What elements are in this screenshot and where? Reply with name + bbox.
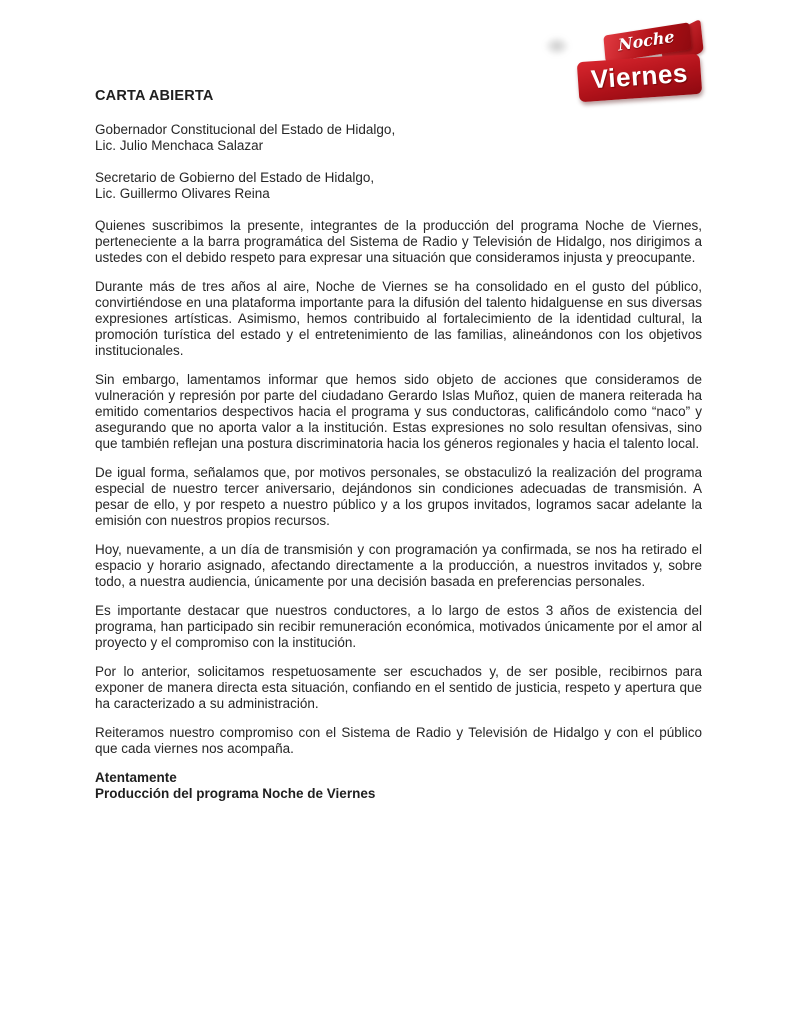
logo-viernes-text: Viernes — [589, 57, 689, 95]
letter-paragraph-complaint: Sin embargo, lamentamos informar que hemos sido objeto de acciones que consideramos de vulneración y represión por parte del ciudadano Gerardo Islas Muñoz, quien de manera reiterada ha emitido comentarios despectivos hacia el programa y sus conductoras, calificándolo como “naco” y asegurando que no aporta valor a la institución. Estas expresiones no solo resultan ofensivas, sino que también reflejan una postura discriminatoria hacia los géneros regionales y hacia el talento local. — [95, 372, 702, 451]
letter-title: CARTA ABIERTA — [95, 88, 214, 104]
letter-body — [95, 88, 702, 802]
letter-paragraph-commitment: Reiteramos nuestro compromiso con el Sistema de Radio y Televisión de Hidalgo y con el público que cada viernes nos acompaña. — [95, 725, 702, 756]
logo-noche-text: Noche — [617, 26, 676, 55]
closing-salutation: Atentamente — [95, 770, 177, 785]
letter-paragraph-anniversary: De igual forma, señalamos que, por motivos personales, se obstaculizó la realización del programa especial de nuestro tercer aniversario, dejándonos sin condiciones adecuadas de transmisión. A pesar de ello, y por respeto a nuestro público y a los grupos invitados, logramos sacar adelante la emisión con nuestros propios recursos. — [95, 465, 702, 528]
recipient-name: Lic. Julio Menchaca Salazar — [95, 138, 264, 153]
recipient-role: Gobernador Constitucional del Estado de Hidalgo, — [95, 122, 396, 137]
letter-paragraph-unpaid-hosts: Es importante destacar que nuestros conductores, a lo largo de estos 3 años de existencia del programa, han participado sin recibir remuneración económica, motivados únicamente por el amor al proyecto y el compromiso con la institución. — [95, 603, 702, 650]
letter-paragraph-intro: Quienes suscribimos la presente, integrantes de la producción del programa Noche de Viernes, perteneciente a la barra programática del Sistema de Radio y Televisión de Hidalgo, nos dirigimos a ustedes con el debido respeto para expresar una situación que consideramos injusta y preocupante. — [95, 218, 702, 265]
letter-paragraph-schedule-removal: Hoy, nuevamente, a un día de transmisión y con programación ya confirmada, se nos ha retirado el espacio y horario asignado, afectando directamente a la producción, a nuestros invitados y, sobre todo, a nuestra audiencia, únicamente por una decisión basada en preferencias personales. — [95, 542, 702, 589]
recipient-secretary — [95, 170, 702, 202]
recipient-name: Lic. Guillermo Olivares Reina — [95, 186, 270, 201]
letter-paragraph-request: Por lo anterior, solicitamos respetuosamente ser escuchados y, de ser posible, recibirnos para exponer de manera directa esta situación, confiando en el sentido de justicia, respeto y apertura que ha caracterizado a su administración. — [95, 664, 702, 711]
closing-signature: Producción del programa Noche de Viernes — [95, 786, 376, 801]
recipient-role: Secretario de Gobierno del Estado de Hidalgo, — [95, 170, 375, 185]
letter-closing — [95, 770, 702, 802]
letter-paragraph-trajectory: Durante más de tres años al aire, Noche de Viernes se ha consolidado en el gusto del público, convirtiéndose en una plataforma importante para la difusión del talento hidalguense en sus diversas expresiones artísticas. Asimismo, hemos contribuido al fortalecimiento de la identidad cultural, la promoción turística del estado y el entretenimiento de las familias, alineándonos con los objetivos institucionales. — [95, 279, 702, 358]
scan-smudge — [544, 36, 570, 56]
recipient-governor — [95, 122, 702, 154]
